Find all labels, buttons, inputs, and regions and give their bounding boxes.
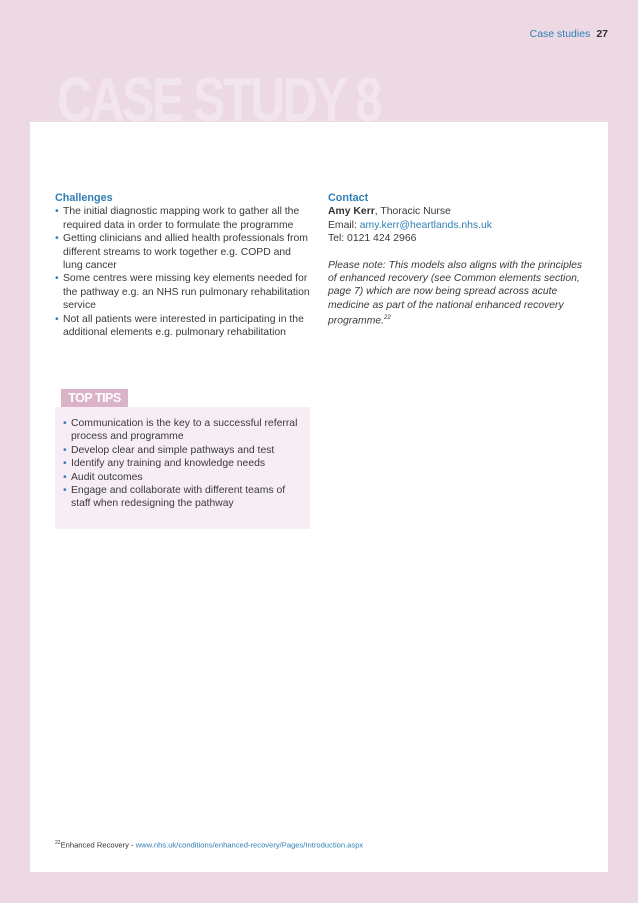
- list-item: • Identify any training and knowledge needs: [63, 457, 303, 470]
- contact-tel: Tel: 0121 424 2966: [328, 233, 417, 245]
- list-item: • Develop clear and simple pathways and test: [63, 444, 303, 457]
- page-title: CASE STUDY 8: [57, 66, 381, 135]
- top-tips-section: [63, 417, 303, 511]
- email-label: Email:: [328, 219, 360, 231]
- list-item: • Engage and collaborate with different teams of staff when redesigning the pathway: [63, 484, 303, 511]
- contact-person: [328, 205, 590, 218]
- footnote-text: Enhanced Recovery -: [60, 840, 136, 850]
- page-number: 27: [596, 28, 608, 40]
- footnote-ref: 22: [55, 840, 61, 846]
- list-item: • The initial diagnostic mapping work to gather all the required data in order to formulate the programme: [55, 205, 310, 232]
- contact-name: Amy Kerr: [328, 206, 375, 218]
- contact-heading: Contact: [328, 192, 369, 204]
- footnote-link[interactable]: www.nhs.uk/conditions/enhanced-recovery/Pages/Introduction.aspx: [135, 840, 364, 850]
- note-footnote-ref: 22: [384, 315, 391, 322]
- contact-role: , Thoracic Nurse: [374, 206, 451, 218]
- contact-email-link[interactable]: amy.kerr@heartlands.nhs.uk: [359, 219, 492, 231]
- contact-email-line: [328, 219, 590, 232]
- list-item: • Communication is the key to a successful referral process and programme: [63, 417, 303, 444]
- contact-note: [328, 259, 590, 329]
- contact-section: [328, 192, 590, 328]
- section-name: Case studies: [529, 28, 591, 40]
- list-item: • Audit outcomes: [63, 471, 303, 484]
- note-text: Please note: This models also aligns with the principles of enhanced recovery (see Common elements section, page 7) which are now being spread across acute medicine as part of the national enhanced recovery programme.: [328, 259, 583, 327]
- footnote: [55, 840, 363, 850]
- challenges-heading: Challenges: [55, 192, 113, 204]
- running-header: [530, 28, 608, 40]
- top-tips-list: [63, 417, 303, 511]
- list-item: • Some centres were missing key elements needed for the pathway e.g. an NHS run pulmonary rehabilitation service: [55, 272, 310, 312]
- list-item: • Getting clinicians and allied health professionals from different streams to work together e.g. COPD and lung cancer: [55, 232, 310, 272]
- challenges-section: [55, 192, 310, 339]
- list-item: • Not all patients were interested in participating in the additional elements e.g. pulmonary rehabilitation: [55, 313, 310, 340]
- top-tips-label: TOP TIPS: [61, 389, 128, 407]
- challenges-list: [55, 205, 310, 339]
